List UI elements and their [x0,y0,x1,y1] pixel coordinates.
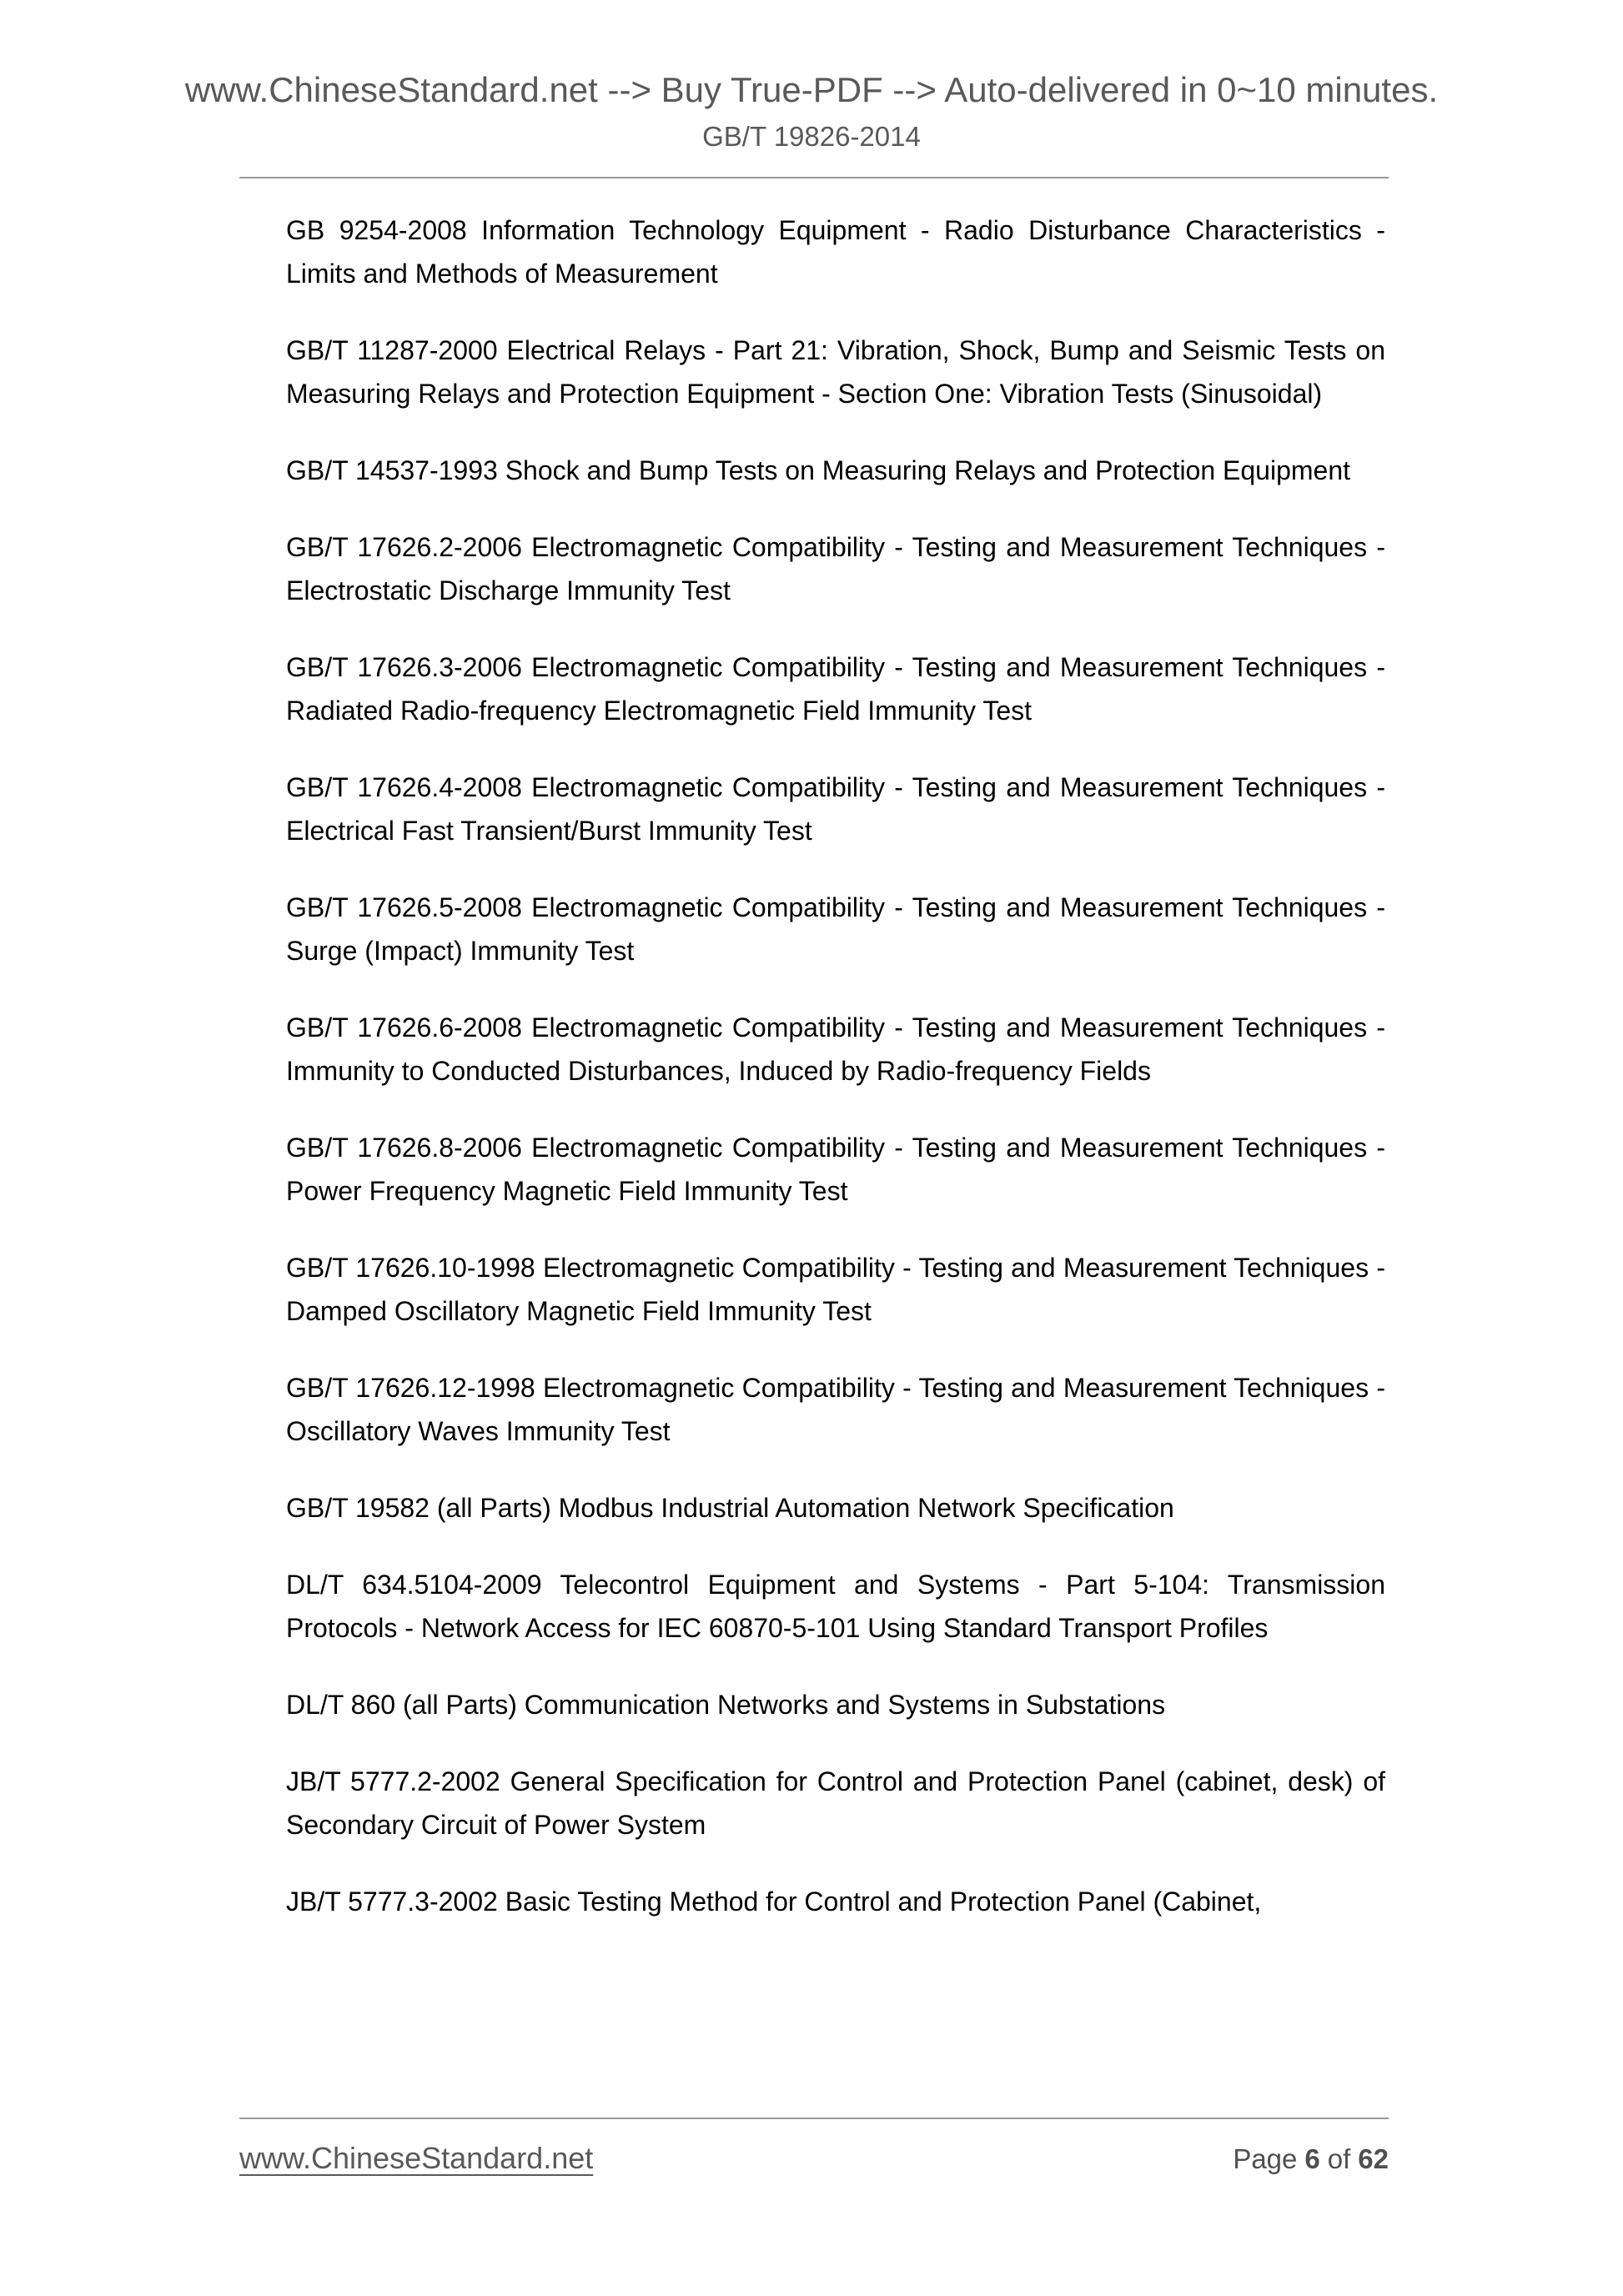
page-of-label: of [1327,2143,1351,2174]
reference-item: DL/T 860 (all Parts) Communication Networks and Systems in Substations [286,1690,1166,1720]
references-list [286,208,1385,1923]
header-banner: www.ChineseStandard.net --> Buy True-PDF --> Auto-delivered in 0~10 minutes. [184,70,1439,109]
page-header [0,0,1623,153]
reference-item: DL/T 634.5104-2009 Telecontrol Equipment and Systems - Part 5-104: Transmission Protocols - Network Access for IEC 60870-5-101 Using Standard Transport Profiles [286,1570,1385,1643]
reference-item: GB/T 11287-2000 Electrical Relays - Part 21: Vibration, Shock, Bump and Seismic Tests on Measuring Relays and Protection Equipment - Section One: Vibration Tests (Sinusoidal) [286,335,1385,409]
reference-item: GB/T 19582 (all Parts) Modbus Industrial Automation Network Specification [286,1493,1174,1523]
reference-item: GB/T 17626.10-1998 Electromagnetic Compatibility - Testing and Measurement Techniques - Damped Oscillatory Magnetic Field Immunity Test [286,1253,1385,1326]
reference-item: GB/T 17626.2-2006 Electromagnetic Compatibility - Testing and Measurement Techniques - Electrostatic Discharge Immunity Test [286,532,1385,605]
footer-divider [239,2118,1389,2119]
page-current: 6 [1304,2143,1320,2174]
header-divider [239,177,1389,178]
page-footer [239,2140,1389,2178]
reference-item: GB/T 17626.5-2008 Electromagnetic Compatibility - Testing and Measurement Techniques - Surge (Impact) Immunity Test [286,892,1385,966]
reference-item: JB/T 5777.3-2002 Basic Testing Method for Control and Protection Panel (Cabinet, [286,1887,1262,1917]
reference-item: GB/T 14537-1993 Shock and Bump Tests on Measuring Relays and Protection Equipment [286,455,1351,485]
footer-site-link[interactable]: www.ChineseStandard.net [239,2141,594,2175]
reference-item: GB 9254-2008 Information Technology Equipment - Radio Disturbance Characteristics - Limits and Methods of Measurement [286,215,1385,289]
reference-item: GB/T 17626.4-2008 Electromagnetic Compatibility - Testing and Measurement Techniques - Electrical Fast Transient/Burst Immunity Test [286,772,1385,846]
reference-item: GB/T 17626.6-2008 Electromagnetic Compatibility - Testing and Measurement Techniques - Immunity to Conducted Disturbances, Induced by Radio-frequency Fields [286,1012,1385,1086]
document-title: GB/T 19826-2014 [702,121,921,152]
page-indicator [1233,2141,1389,2178]
reference-item: GB/T 17626.8-2006 Electromagnetic Compatibility - Testing and Measurement Techniques - Power Frequency Magnetic Field Immunity Test [286,1133,1385,1206]
page-total: 62 [1358,2143,1389,2174]
reference-item: GB/T 17626.12-1998 Electromagnetic Compatibility - Testing and Measurement Techniques - Oscillatory Waves Immunity Test [286,1373,1385,1446]
reference-item: GB/T 17626.3-2006 Electromagnetic Compatibility - Testing and Measurement Techniques - Radiated Radio-frequency Electromagnetic Field Immunity Test [286,652,1385,726]
page-label: Page [1233,2143,1298,2174]
reference-item: JB/T 5777.2-2002 General Specification for Control and Protection Panel (cabinet, desk) of Secondary Circuit of Power System [286,1766,1385,1840]
